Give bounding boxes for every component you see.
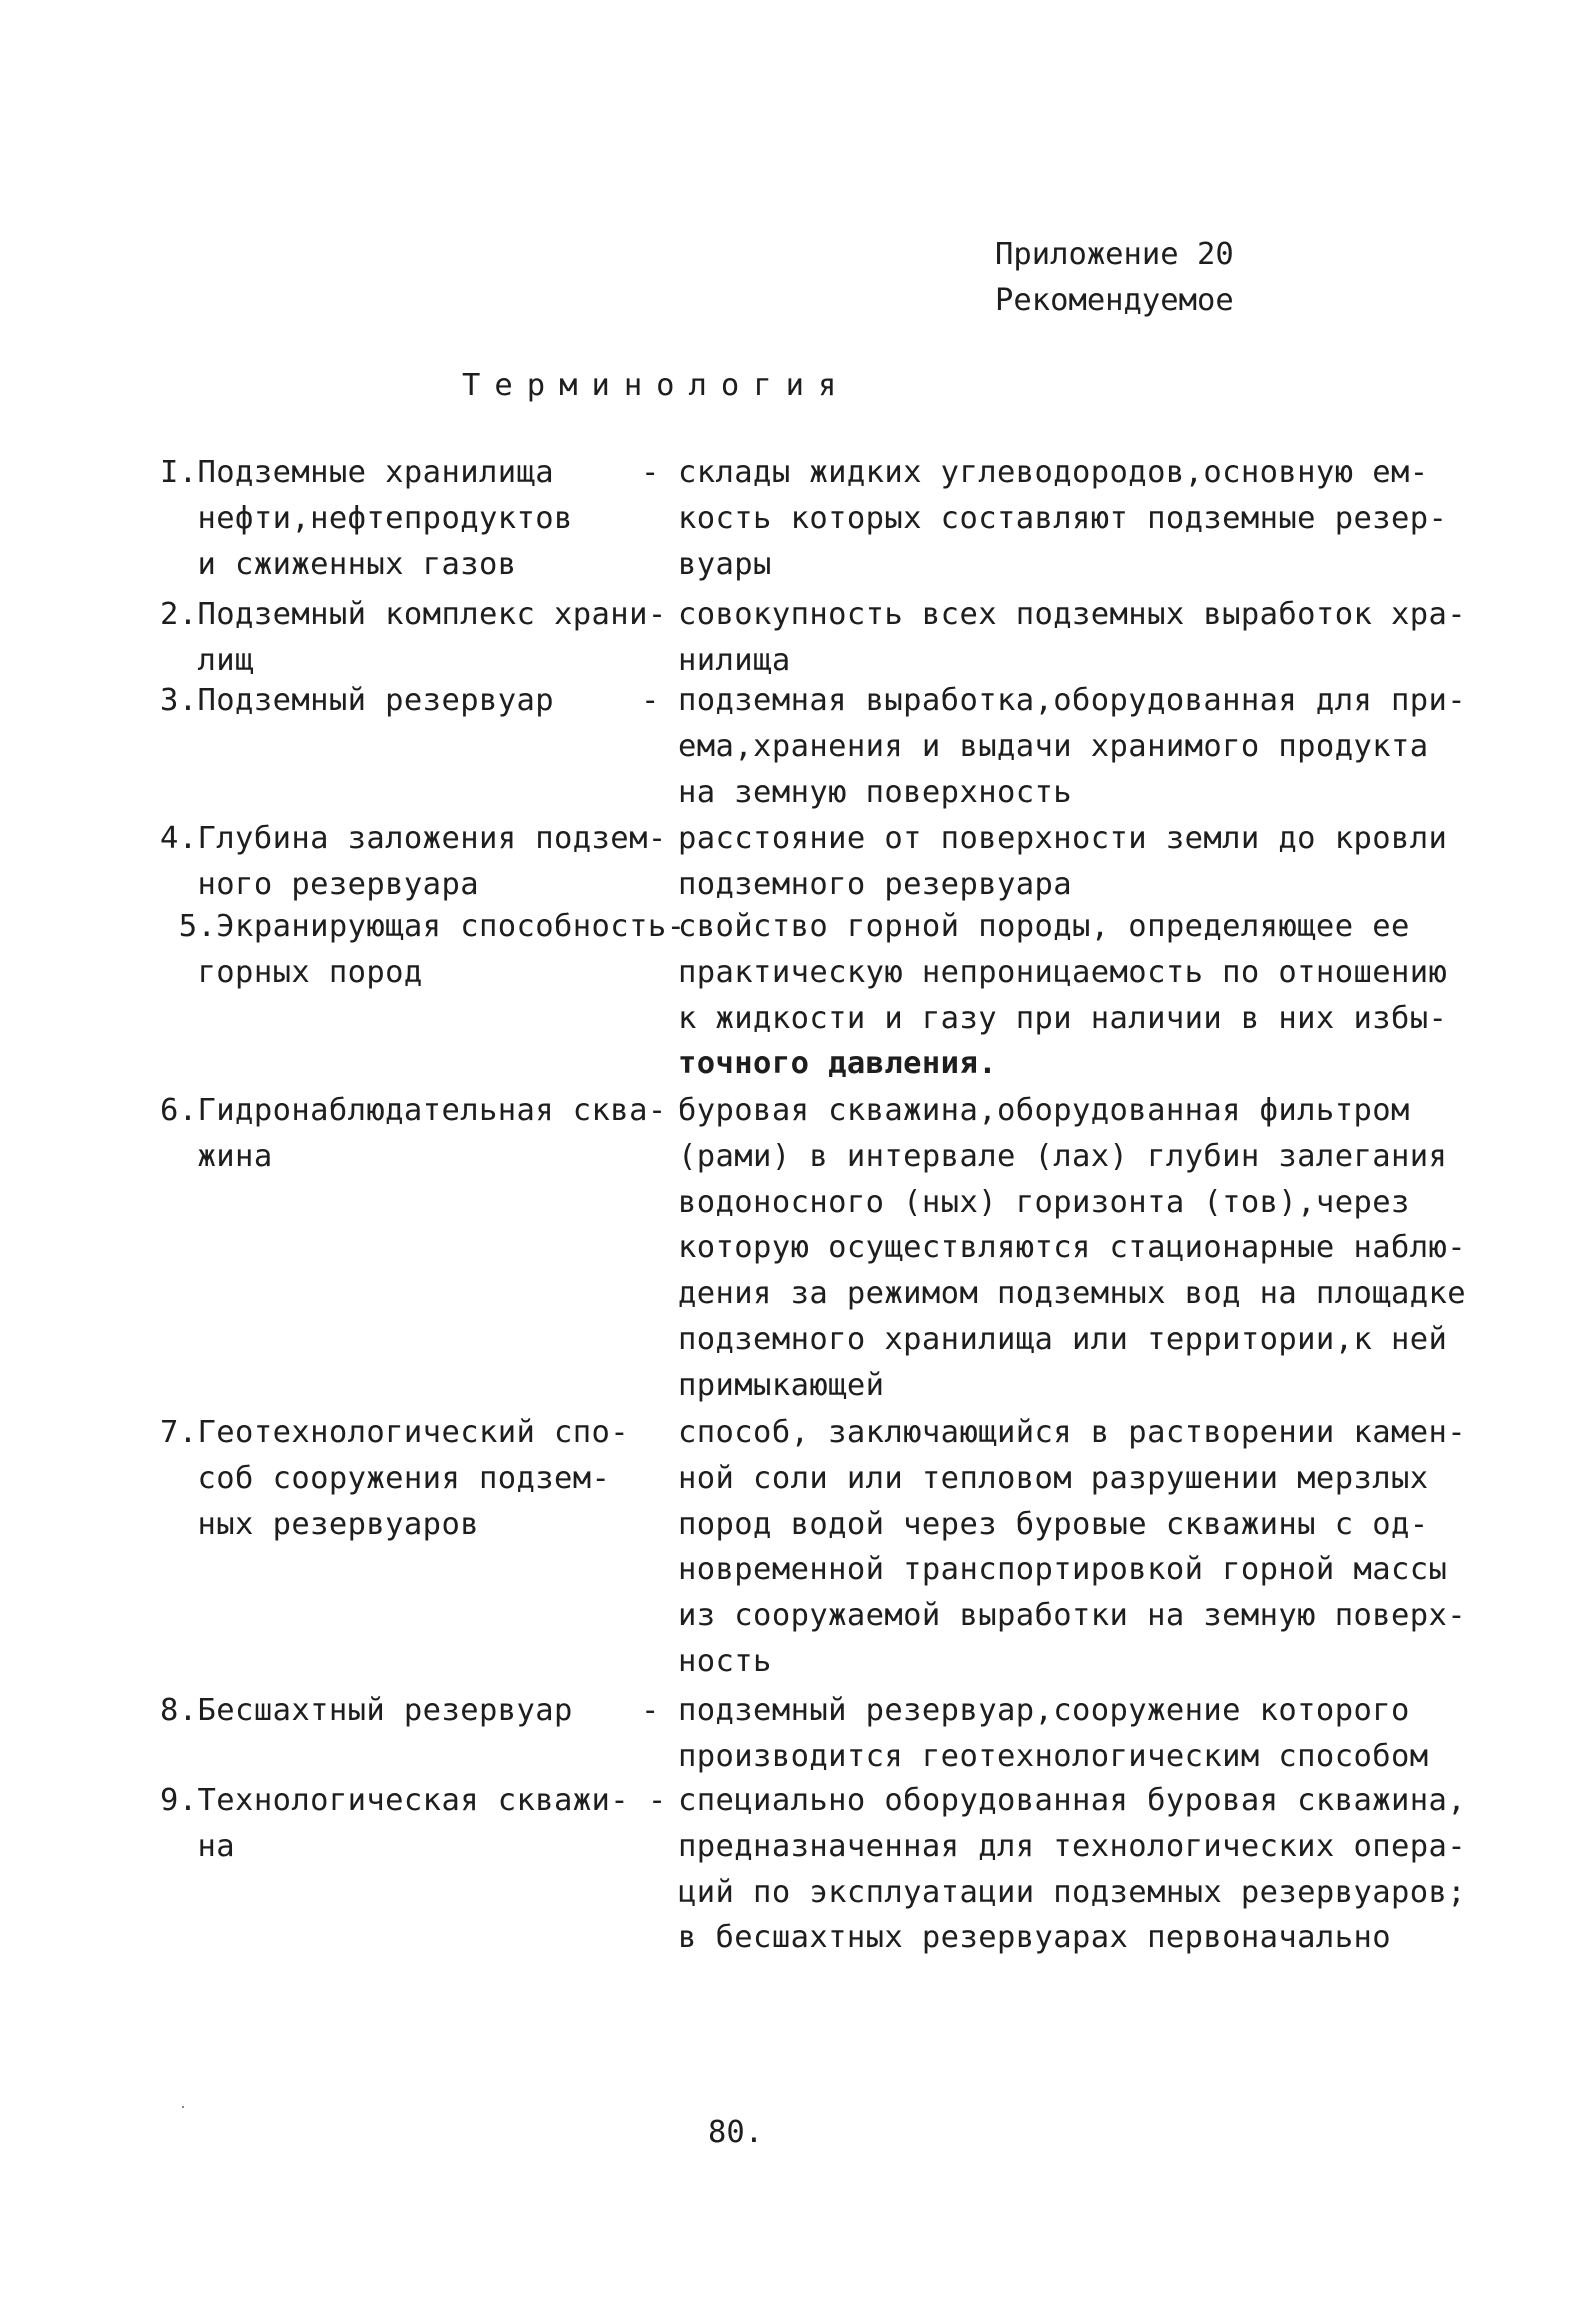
appendix-label: Приложение 20 (995, 237, 1234, 272)
term-definition-line: нилища (678, 642, 791, 678)
term-definition-line: в бесшахтных резервуарах первоначально (678, 1920, 1391, 1956)
term-name-line: 8.Бесшахтный резервуар (160, 1693, 573, 1728)
term-name-line: 2.Подземный комплекс храни- (160, 597, 667, 632)
term-definition-line: дения за режимом подземных вод на площадке (678, 1276, 1467, 1312)
term-name-line: горных пород (160, 954, 423, 990)
term-definition-line: подземный резервуар,сооружение которого (678, 1693, 1410, 1728)
recommended-label: Рекомендуемое (995, 283, 1234, 318)
term-name-line: 5.Экранирующая способность- (160, 909, 686, 944)
term-dash: - (641, 683, 660, 718)
term-definition-line: практическую непроницаемость по отношению (678, 954, 1448, 990)
term-name-line: ного резервуара (160, 866, 479, 902)
term-definition-line: склады жидких углеводородов,основную ем- (678, 455, 1429, 490)
term-definition-line: пород водой через буровые скважины с од- (678, 1506, 1429, 1542)
term-name-line: 6.Гидронаблюдательная сква- (160, 1093, 667, 1128)
term-name-line: и сжиженных газов (160, 546, 517, 582)
term-definition-line: подземная выработка,оборудованная для при- (678, 683, 1467, 718)
term-definition-line: точного давления. (678, 1046, 997, 1082)
appendix-header (995, 232, 1234, 324)
term-definition-line: подземного резервуара (678, 866, 1073, 902)
term-definition-line: производится геотехнологическим способом (678, 1738, 1429, 1774)
term-dash: - (641, 455, 660, 490)
term-definition-line: к жидкости и газу при наличии в них избы- (678, 1000, 1448, 1036)
term-definition-line: буровая скважина,оборудованная фильтром (678, 1093, 1410, 1128)
term-definition-line: предназначенная для технологических опера- (678, 1828, 1467, 1864)
term-name-line: 9.Технологическая скважи- - (160, 1783, 667, 1818)
term-name-line: на (160, 1828, 236, 1864)
term-definition-line: водоносного (ных) горизонта (тов),через (678, 1184, 1410, 1220)
term-name-line: 4.Глубина заложения подзем- (160, 821, 667, 856)
term-name-line: I.Подземные хранилища (160, 455, 555, 490)
term-definition-line: свойство горной породы, определяющее ее (678, 909, 1410, 944)
term-definition-line: ной соли или тепловом разрушении мерзлых (678, 1460, 1429, 1496)
term-name-line: 3.Подземный резервуар (160, 683, 555, 718)
term-definition-line: способ, заключающийся в растворении камен- (678, 1415, 1467, 1450)
term-name-line: нефти,нефтепродуктов (160, 500, 573, 536)
term-definition-line: из сооружаемой выработки на земную поверх- (678, 1598, 1467, 1634)
scan-speck (182, 2106, 184, 2108)
page-number: 80. (708, 2115, 764, 2150)
term-definition-line: примыкающей (678, 1367, 885, 1403)
term-definition-line: кость которых составляют подземные резер- (678, 500, 1448, 536)
term-name-line: 7.Геотехнологический спо- (160, 1415, 630, 1450)
term-name-line: ных резервуаров (160, 1506, 479, 1542)
page-title: Терминология (462, 368, 851, 403)
term-definition-line: совокупность всех подземных выработок хра- (678, 597, 1467, 632)
term-definition-line: вуары (678, 546, 772, 582)
term-definition-line: ема,хранения и выдачи хранимого продукта (678, 728, 1429, 764)
term-definition-line: ций по эксплуатации подземных резервуаров; (678, 1874, 1467, 1910)
term-definition-line: новременной транспортировкой горной массы (678, 1552, 1448, 1588)
term-definition-line: (рами) в интервале (лах) глубин залегания (678, 1138, 1448, 1174)
term-dash: - (641, 1693, 660, 1728)
term-name-line: соб сооружения подзем- (160, 1460, 611, 1496)
term-definition-line: ность (678, 1644, 772, 1679)
term-definition-line: специально оборудованная буровая скважина, (678, 1783, 1467, 1818)
term-definition-line: которую осуществляются стационарные наблю- (678, 1230, 1467, 1266)
term-definition-line: на земную поверхность (678, 774, 1073, 810)
term-name-line: жина (160, 1138, 273, 1174)
term-definition-line: расстояние от поверхности земли до кровли (678, 821, 1448, 856)
term-name-line: лищ (160, 642, 254, 678)
term-definition-line: подземного хранилища или территории,к ней (678, 1322, 1448, 1357)
